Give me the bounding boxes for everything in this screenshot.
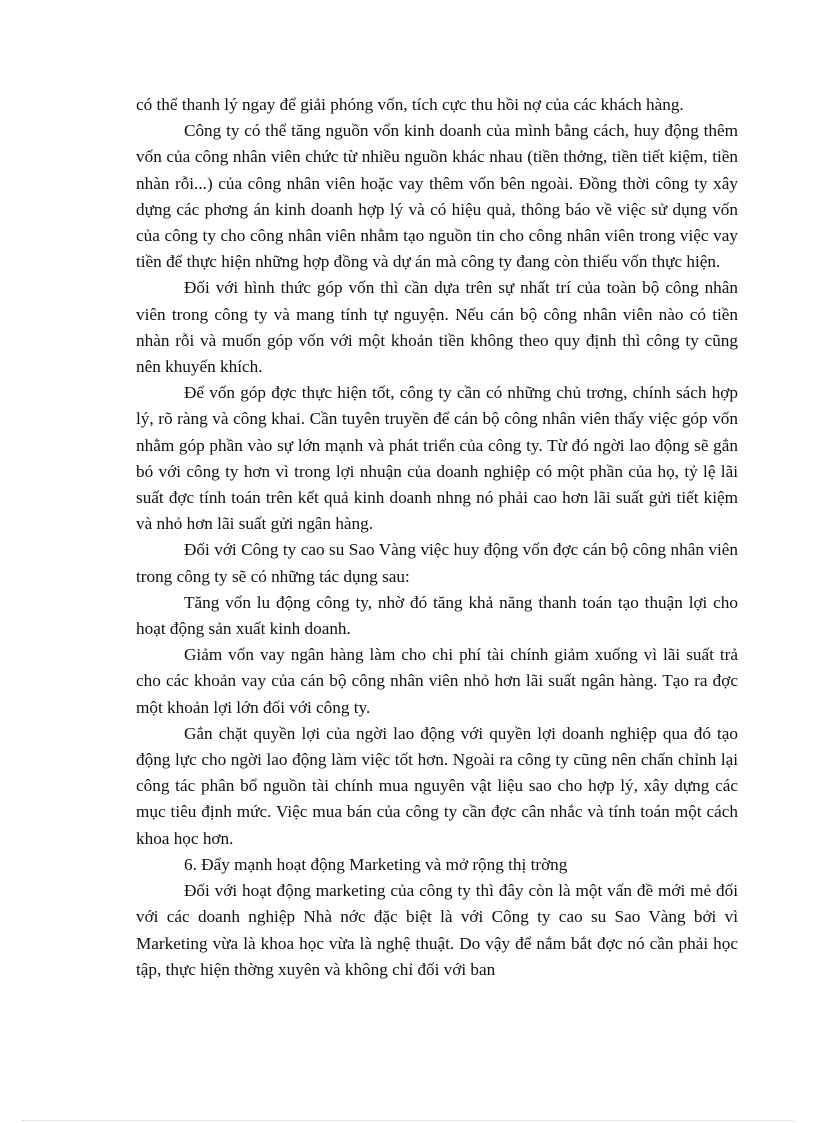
page-bottom-divider	[22, 1120, 794, 1121]
paragraph-continuation: có thể thanh lý ngay để giải phóng vốn, tích cực thu hồi nợ của các khách hàng.	[136, 95, 684, 114]
paragraph-marketing: Đối với hoạt động marketing của công ty thì đây còn là một vấn đề mới mẻ đối với các doanh nghiệp Nhà nớc đặc biệt là với Công ty cao su Sao Vàng bởi vì Marketing vừa là khoa học vừa là nghệ thuật. Do vậy để nắm bắt đợc nó cần phải học tập, thực hiện thờng xuyên và không chỉ đối với ban	[136, 881, 738, 979]
paragraph-working-capital: Tăng vốn lu động công ty, nhờ đó tăng khả năng thanh toán tạo thuận lợi cho hoạt động sản xuất kinh doanh.	[136, 592, 738, 639]
body-text	[136, 92, 738, 983]
section-heading-marketing: 6. Đẩy mạnh hoạt động Marketing và mở rộng thị trờng	[184, 854, 568, 874]
paragraph-capital-contribution: Đối với hình thức góp vốn thì cần dựa trên sự nhất trí của toàn bộ công nhân viên trong công ty và mang tính tự nguyện. Nếu cán bộ công nhân viên nào có tiền nhàn rỗi và muốn góp vốn với một khoản tiền không theo quy định thì công ty cũng nên khuyến khích.	[136, 278, 738, 377]
paragraph-effects-intro: Đối với Công ty cao su Sao Vàng việc huy động vốn đợc cán bộ công nhân viên trong công ty sẽ có những tác dụng sau:	[136, 540, 738, 586]
paragraph-interests: Gắn chặt quyền lợi của ngời lao động với quyền lợi doanh nghiệp qua đó tạo động lực cho ngời lao động làm việc tốt hơn. Ngoài ra công ty cũng nên chấn chỉnh lại công tác phân bổ nguồn tài chính mua nguyên vật liệu sao cho hợp lý, xây dựng các mục tiêu định mức. Việc mua bán của công ty cần đợc cân nhắc và tính toán một cách khoa học hơn.	[136, 723, 738, 848]
paragraph-contribution-policy: Để vốn góp đợc thực hiện tốt, công ty cần có những chủ trơng, chính sách hợp lý, rõ ràng và công khai. Cần tuyên truyền để cán bộ công nhân viên thấy việc góp vốn nhằm góp phần vào sự lớn mạnh và phát triển của công ty. Từ đó ngời lao động sẽ gắn bó với công ty hơn vì trong lợi nhuận của doanh nghiệp có một phần của họ, tỷ lệ lãi suất đợc tính toán trên kết quả kinh doanh nhng nó phải cao hơn lãi suất gửi tiết kiệm và nhỏ hơn lãi suất gửi ngân hàng.	[136, 383, 738, 534]
paragraph-raise-capital: Công ty có thể tăng nguồn vốn kinh doanh của mình bằng cách, huy động thêm vốn của công nhân viên chức từ nhiều nguồn khác nhau (tiền thởng, tiền tiết kiệm, tiền nhàn rỗi...) của công nhân viên hoặc vay thêm vốn bên ngoài. Đồng thời công ty xây dựng các phơng án kinh doanh hợp lý và có hiệu quả, thông báo về việc sử dụng vốn của công ty cho công nhân viên nhằm tạo nguồn tin cho công nhân viên trong việc vay tiền để thực hiện những hợp đồng và dự án mà công ty đang còn thiếu vốn thực hiện.	[136, 121, 738, 272]
paragraph-bank-loans: Giảm vốn vay ngân hàng làm cho chi phí tài chính giảm xuống vì lãi suất trả cho các khoản vay của cán bộ công nhân viên nhỏ hơn lãi suất ngân hàng. Tạo ra đợc một khoản lợi lớn đối với công ty.	[136, 645, 738, 717]
